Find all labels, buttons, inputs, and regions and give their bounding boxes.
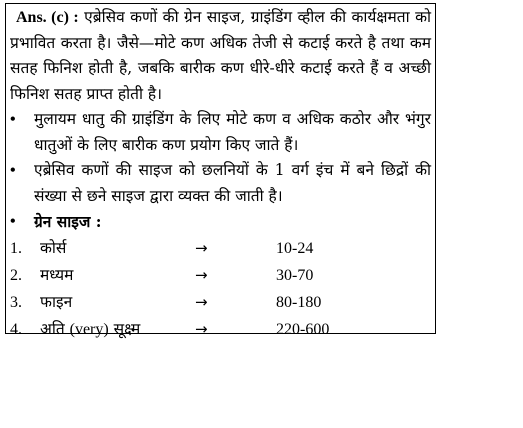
grain-size-name-text: मध्यम [40, 265, 74, 284]
grain-size-row [10, 289, 431, 316]
answer-paragraph [10, 5, 431, 107]
grain-size-name-latin: (very) [69, 320, 109, 338]
bullet-item [10, 107, 431, 158]
right-arrow-icon: → [195, 238, 208, 257]
grain-size-name [40, 316, 140, 343]
grain-size-value: 80-180 [276, 293, 322, 311]
grain-size-name-text: फाइन [40, 292, 73, 311]
right-arrow-icon: → [195, 292, 208, 311]
grain-size-heading-text: ग्रेन साइज : [34, 212, 102, 231]
grain-size-name-text: अति [40, 319, 70, 338]
grain-size-value: 10-24 [276, 239, 314, 257]
grain-size-value: 30-70 [276, 266, 314, 284]
answer-label: Ans. (c) : [16, 9, 79, 26]
bullet-text: मुलायम धातु की ग्राइंडिंग के लिए मोटे कण व अधिक कठोर और भंगुर धातुओं के लिए बारीक कण प्रयोग किए जाते हैं। [34, 110, 431, 154]
bullet-text: एब्रेसिव कणों की साइज को छलनियों के 1 वर्ग इंच में बने छिद्रों की संख्या से छने साइज द्वारा व्यक्त की जाती है। [34, 161, 431, 205]
bullet-icon: • [10, 162, 16, 179]
grain-size-row [10, 316, 431, 343]
bullet-item [10, 158, 431, 209]
grain-size-name [40, 262, 73, 289]
grain-size-number: 2. [10, 266, 22, 284]
bullet-icon: • [10, 213, 16, 230]
grain-size-number: 3. [10, 293, 22, 311]
answer-text: एब्रेसिव कणों की ग्रेन साइज, ग्राइंडिंग व्हील की कार्यक्षमता को प्रभावित करता है। जैसे—मोटे कण अधिक तेजी से कटाई करते है तथा कम सतह फिनिश होती है, जबकि बारीक कण धीरे-धीरे कटाई करते हैं व अच्छी फिनिश सतह प्राप्त होती है। [10, 8, 431, 103]
right-arrow-icon: → [195, 319, 208, 338]
grain-size-number: 4. [10, 320, 22, 338]
grain-size-name-suffix: सूक्ष्म [108, 319, 141, 338]
bullet-icon: • [10, 111, 16, 128]
grain-size-name [40, 235, 66, 262]
grain-size-row [10, 262, 431, 289]
answer-box [5, 3, 436, 338]
grain-size-name-text: कोर्स [40, 238, 67, 257]
right-arrow-icon: → [195, 265, 208, 284]
grain-size-value: 220-600 [276, 320, 330, 338]
grain-size-heading [10, 209, 431, 235]
grain-size-row [10, 235, 431, 262]
grain-size-number: 1. [10, 239, 22, 257]
grain-size-name [40, 289, 72, 316]
